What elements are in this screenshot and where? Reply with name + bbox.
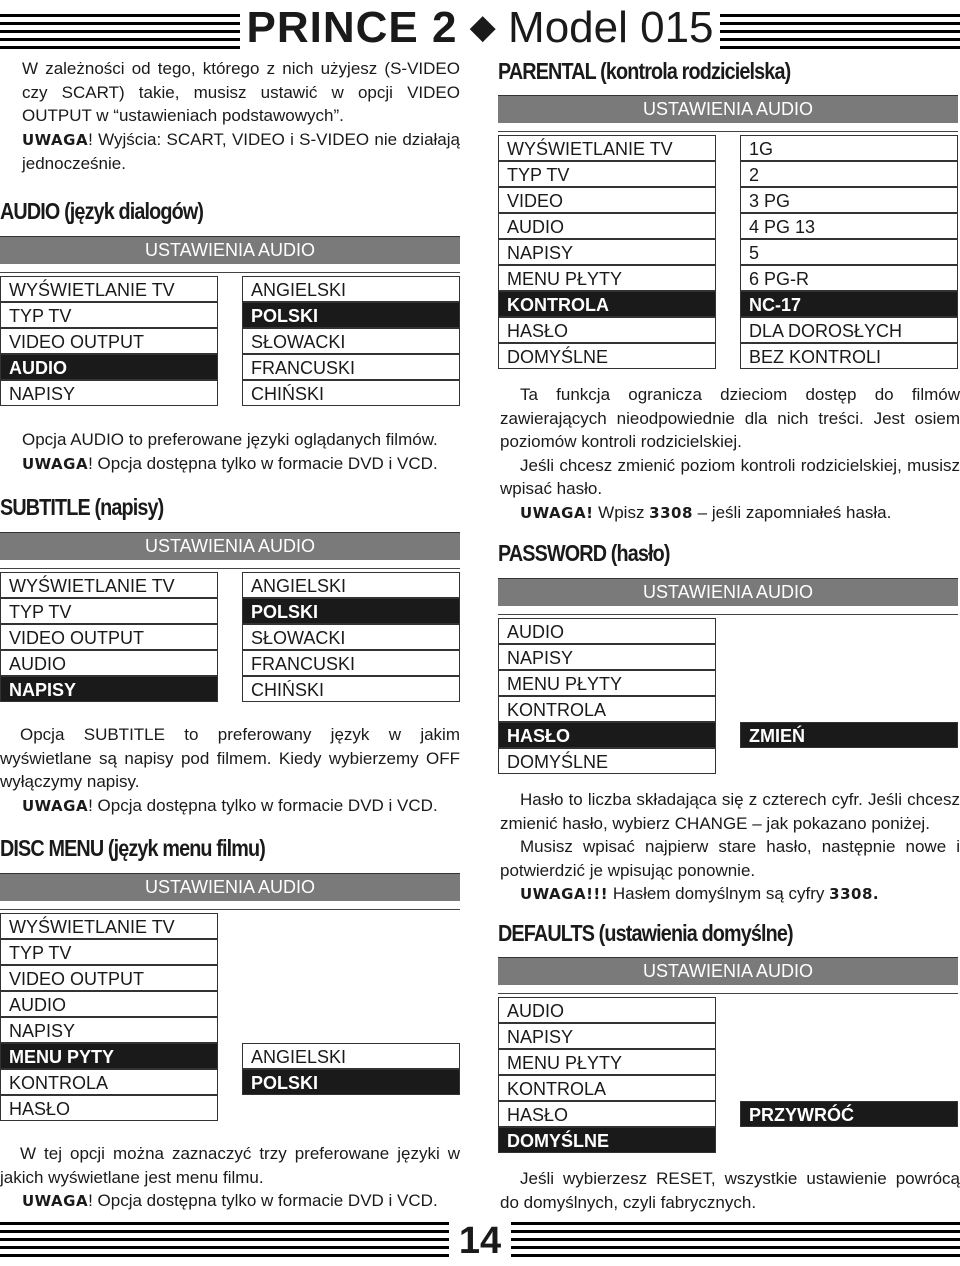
menu-header: USTAWIENIA AUDIO [498,578,958,606]
diamond-icon: ◆ [469,8,496,46]
option-french[interactable]: FRANCUSKI [242,354,460,380]
menu-item-control[interactable]: KONTROLA [498,696,716,722]
menu-header: USTAWIENIA AUDIO [0,873,460,901]
rating-option-no-control[interactable]: BEZ KONTROLI [740,343,958,369]
section-title-subtitle: SUBTITLE (napisy) [0,494,164,520]
menu-item-video[interactable]: VIDEO [498,187,716,213]
menu-item-video-output[interactable]: VIDEO OUTPUT [0,328,218,354]
menu-item-tv-type[interactable]: TYP TV [0,302,218,328]
page-number-wrap [0,1219,960,1263]
menu-header: USTAWIENIA AUDIO [0,236,460,264]
restore-button[interactable]: PRZYWRÓĆ [740,1101,958,1127]
rating-option-5[interactable]: 5 [740,239,958,265]
option-chinese[interactable]: CHIŃSKI [242,676,460,702]
menu-item-password[interactable]: HASŁO [498,1101,716,1127]
menu-item-tv-type[interactable]: TYP TV [0,939,218,965]
change-password-button[interactable]: ZMIEŃ [740,722,958,748]
option-polish[interactable]: POLSKI [242,598,460,624]
menu-item-subtitles[interactable]: NAPISY [498,644,716,670]
option-polish[interactable]: POLSKI [242,1069,460,1095]
rating-option-6-pgr[interactable]: 6 PG-R [740,265,958,291]
rating-option-2[interactable]: 2 [740,161,958,187]
section-title-disc-menu: DISC MENU (język menu filmu) [0,835,265,861]
rating-option-1g[interactable]: 1G [740,135,958,161]
intro-paragraph: W zależności od tego, którego z nich użyjesz (S-VIDEO czy SCART) takie, musisz ustawić w opcji VIDEO OUTPUT w “ustawieniach podstawowych”. [22,59,460,125]
audio-description: Opcja AUDIO to preferowane języki oglądanych filmów. UWAGA! Opcja dostępna tylko w formacie DVD i VCD. [22,430,438,473]
subtitle-description: Opcja SUBTITLE to preferowany język w jakim wyświetlane są napisy pod filmem. Kiedy wybierzemy OFF wyłączymy napisy. UWAGA! Opcja dostępna tylko w formacie DVD i VCD. [0,725,460,815]
option-slovak[interactable]: SŁOWACKI [242,624,460,650]
menu-item-tv-display[interactable]: WYŚWIETLANIE TV [0,276,218,302]
section-title-audio: AUDIO (język dialogów) [0,198,204,224]
rating-option-4-pg13[interactable]: 4 PG 13 [740,213,958,239]
password-description: Hasło to liczba składająca się z czterech cyfr. Jeśli chcesz zmienić hasło, wybierz CHANGE – jak pokazano poniżej. Musisz wpisać najpierw stare hasło, następnie nowe i potwierdzić je wpisując ponownie. UWAGA!!! Hasłem domyślnym są cyfry 3308. [500,790,960,903]
option-english[interactable]: ANGIELSKI [242,1043,460,1069]
option-slovak[interactable]: SŁOWACKI [242,328,460,354]
menu-item-subtitles[interactable]: NAPISY [0,676,218,702]
menu-item-subtitles[interactable]: NAPISY [0,1017,218,1043]
menu-item-password[interactable]: HASŁO [0,1095,218,1121]
menu-item-control[interactable]: KONTROLA [498,1075,716,1101]
menu-item-audio[interactable]: AUDIO [0,650,218,676]
menu-item-tv-display[interactable]: WYŚWIETLANIE TV [0,572,218,598]
menu-item-tv-display[interactable]: WYŚWIETLANIE TV [0,913,218,939]
intro-text [22,57,460,176]
brand-title: PRINCE 2 [246,3,458,52]
menu-item-audio[interactable]: AUDIO [498,618,716,644]
section-title-password: PASSWORD (hasło) [498,540,670,566]
model-title: Model 015 [508,3,714,52]
intro-warning: UWAGA! Wyjścia: SCART, VIDEO i S-VIDEO nie działają jednocześnie. [22,129,460,173]
parental-description: Ta funkcja ogranicza dzieciom dostęp do filmów zawierających nieodpowiednie dla nich treści. Jest osiem poziomów kontroli rodzicielskiej. Jeśli chcesz zmienić poziom kontroli rodzicielskiej, musisz wpisać hasło. UWAGA! Wpisz 3308 – jeśli zapomniałeś hasła. [500,385,960,522]
rating-option-nc17[interactable]: NC-17 [740,291,958,317]
menu-item-tv-display[interactable]: WYŚWIETLANIE TV [498,135,716,161]
option-chinese[interactable]: CHIŃSKI [242,380,460,406]
menu-item-password[interactable]: HASŁO [498,317,716,343]
menu-item-control[interactable]: KONTROLA [498,291,716,317]
option-english[interactable]: ANGIELSKI [242,276,460,302]
menu-item-control[interactable]: KONTROLA [0,1069,218,1095]
menu-item-subtitles[interactable]: NAPISY [498,1023,716,1049]
menu-item-tv-type[interactable]: TYP TV [0,598,218,624]
section-title-parental: PARENTAL (kontrola rodzicielska) [498,58,791,84]
option-french[interactable]: FRANCUSKI [242,650,460,676]
menu-item-audio[interactable]: AUDIO [0,354,218,380]
rating-option-3-pg[interactable]: 3 PG [740,187,958,213]
menu-item-subtitles[interactable]: NAPISY [498,239,716,265]
page-header [0,2,960,53]
menu-header: USTAWIENIA AUDIO [0,532,460,560]
menu-item-password[interactable]: HASŁO [498,722,716,748]
section-title-defaults: DEFAULTS (ustawienia domyślne) [498,920,793,946]
rating-option-adult[interactable]: DLA DOROSŁYCH [740,317,958,343]
menu-header: USTAWIENIA AUDIO [498,95,958,123]
menu-item-video-output[interactable]: VIDEO OUTPUT [0,624,218,650]
option-polish[interactable]: POLSKI [242,302,460,328]
menu-item-video-output[interactable]: VIDEO OUTPUT [0,965,218,991]
menu-item-defaults[interactable]: DOMYŚLNE [498,1127,716,1153]
defaults-description: Jeśli wybierzesz RESET, wszystkie ustawienie powrócą do domyślnych, czyli fabrycznych. [500,1169,960,1212]
menu-item-disc-menu[interactable]: MENU PŁYTY [498,1049,716,1075]
option-english[interactable]: ANGIELSKI [242,572,460,598]
menu-item-tv-type[interactable]: TYP TV [498,161,716,187]
menu-item-defaults[interactable]: DOMYŚLNE [498,748,716,774]
menu-item-audio[interactable]: AUDIO [0,991,218,1017]
menu-item-audio[interactable]: AUDIO [498,997,716,1023]
menu-item-defaults[interactable]: DOMYŚLNE [498,343,716,369]
menu-item-subtitles[interactable]: NAPISY [0,380,218,406]
disc-menu-description: W tej opcji można zaznaczyć trzy preferowane języki w jakich wyświetlane jest menu filmu. UWAGA! Opcja dostępna tylko w formacie DVD i VCD. [0,1144,460,1210]
menu-item-disc-menu[interactable]: MENU PŁYTY [498,670,716,696]
menu-item-disc-menu[interactable]: MENU PŁYTY [498,265,716,291]
page-number: 14 [449,1220,511,1262]
menu-item-disc-menu[interactable]: MENU PYTY [0,1043,218,1069]
menu-header: USTAWIENIA AUDIO [498,957,958,985]
menu-item-audio[interactable]: AUDIO [498,213,716,239]
